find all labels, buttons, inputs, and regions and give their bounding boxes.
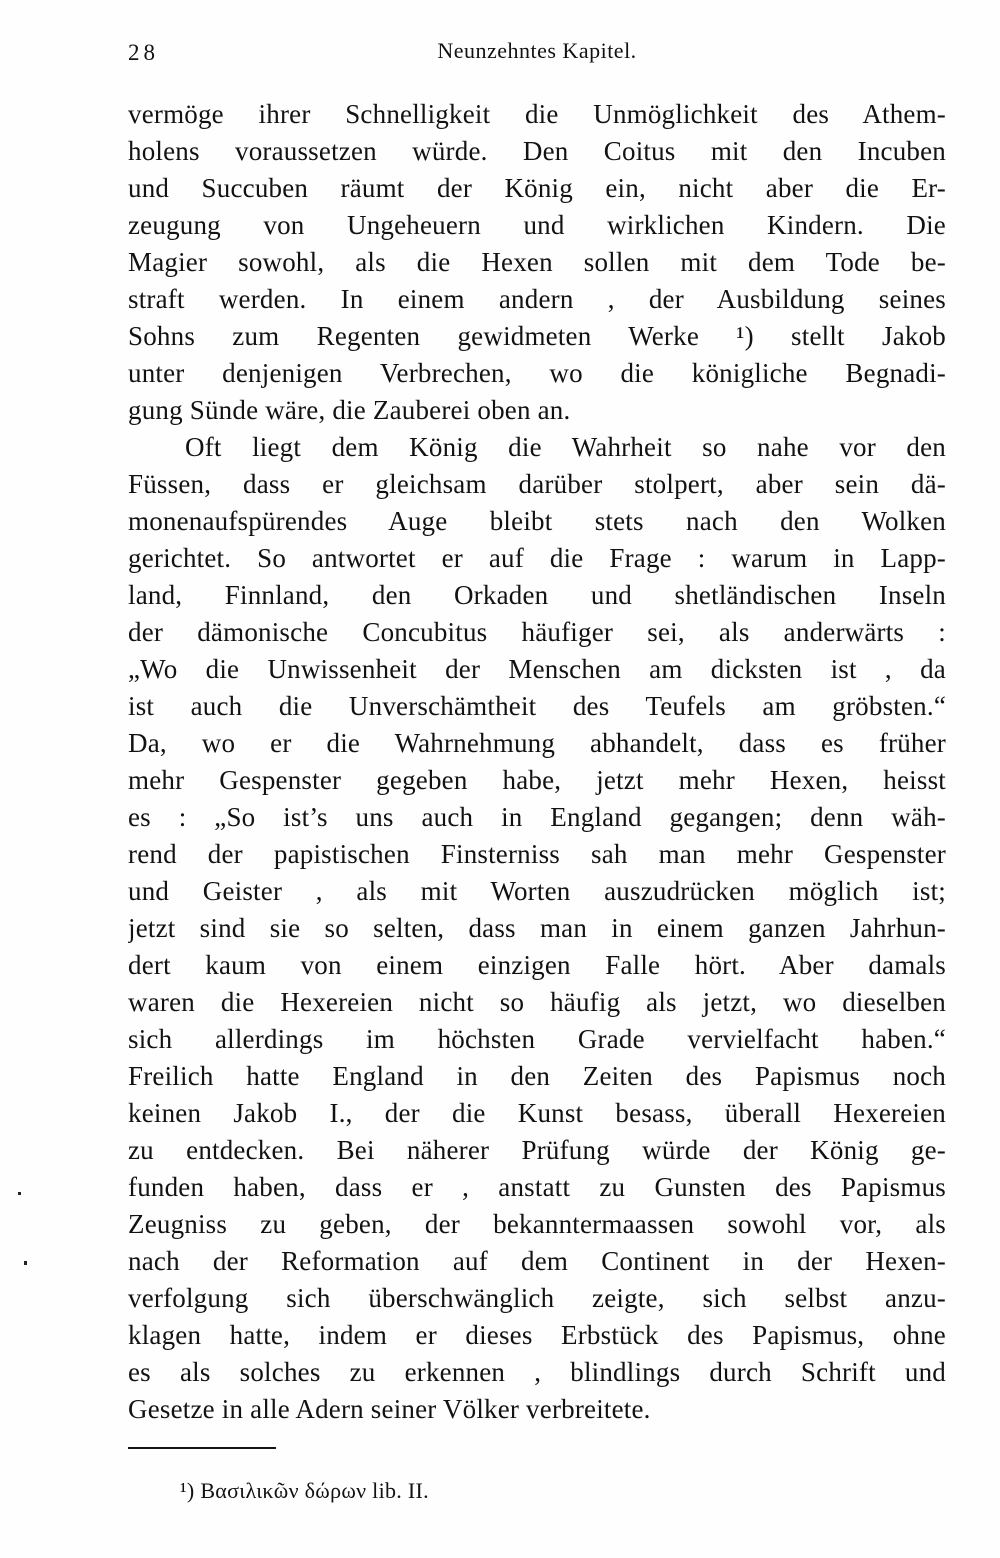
text-line: rend der papistischen Finsterniss sah man mehr Gespenster bbox=[128, 839, 946, 869]
text-line: funden haben, dass er , anstatt zu Gunsten des Papismus bbox=[128, 1172, 946, 1202]
text-line: nach der Reformation auf dem Continent in der Hexen- bbox=[128, 1246, 946, 1276]
text-line: und Succuben räumt der König ein, nicht aber die Er- bbox=[128, 173, 946, 203]
text-line: verfolgung sich überschwänglich zeigte, sich selbst anzu- bbox=[128, 1283, 946, 1313]
text-line: es : „So ist’s uns auch in England gegangen; denn wäh- bbox=[128, 802, 946, 832]
text-line: Füssen, dass er gleichsam darüber stolpert, aber sein dä- bbox=[128, 469, 946, 499]
text-line: holens voraussetzen würde. Den Coitus mit den Incuben bbox=[128, 136, 946, 166]
text-line: land, Finnland, den Orkaden und shetländischen Inseln bbox=[128, 580, 946, 610]
page-header bbox=[128, 38, 946, 68]
body-text bbox=[128, 96, 946, 1428]
text-line: zu entdecken. Bei näherer Prüfung würde der König ge- bbox=[128, 1135, 946, 1165]
text-line: klagen hatte, indem er dieses Erbstück des Papismus, ohne bbox=[128, 1320, 946, 1350]
page-number: 28 bbox=[128, 40, 159, 65]
text-line: straft werden. In einem andern , der Ausbildung seines bbox=[128, 284, 946, 314]
footnote bbox=[180, 1478, 429, 1504]
footnote-text: ¹) Βασιλικῶν δώρων lib. II. bbox=[180, 1478, 429, 1503]
text-line: vermöge ihrer Schnelligkeit die Unmöglichkeit des Athem- bbox=[128, 99, 946, 129]
text-line: jetzt sind sie so selten, dass man in einem ganzen Jahrhun- bbox=[128, 913, 946, 943]
text-line: Freilich hatte England in den Zeiten des Papismus noch bbox=[128, 1061, 946, 1091]
text-line: unter denjenigen Verbrechen, wo die königliche Begnadi- bbox=[128, 358, 946, 388]
running-title: Neunzehntes Kapitel. bbox=[437, 38, 637, 63]
scan-speck bbox=[24, 1261, 27, 1265]
text-line: dert kaum von einem einzigen Falle hört. Aber damals bbox=[128, 950, 946, 980]
text-line: es als solches zu erkennen , blindlings durch Schrift und bbox=[128, 1357, 946, 1387]
footnote-rule bbox=[128, 1447, 276, 1449]
text-line: der dämonische Concubitus häufiger sei, als anderwärts : bbox=[128, 617, 946, 647]
text-line: Sohns zum Regenten gewidmeten Werke ¹) stellt Jakob bbox=[128, 321, 946, 351]
text-line: gerichtet. So antwortet er auf die Frage : warum in Lapp- bbox=[128, 543, 946, 573]
scan-speck bbox=[18, 1192, 21, 1195]
text-line: ist auch die Unverschämtheit des Teufels am gröbsten.“ bbox=[128, 691, 946, 721]
text-line: Gesetze in alle Adern seiner Völker verbreitete. bbox=[128, 1394, 651, 1424]
text-line: Magier sowohl, als die Hexen sollen mit dem Tode be- bbox=[128, 247, 946, 277]
text-line: sich allerdings im höchsten Grade vervielfacht haben.“ bbox=[128, 1024, 946, 1054]
text-line: Oft liegt dem König die Wahrheit so nahe vor den bbox=[185, 432, 946, 462]
text-line: und Geister , als mit Worten auszudrücken möglich ist; bbox=[128, 876, 946, 906]
text-line: waren die Hexereien nicht so häufig als jetzt, wo dieselben bbox=[128, 987, 946, 1017]
text-line: Da, wo er die Wahrnehmung abhandelt, dass es früher bbox=[128, 728, 946, 758]
text-line: monenaufspürendes Auge bleibt stets nach den Wolken bbox=[128, 506, 946, 536]
text-line: Zeugniss zu geben, der bekanntermaassen sowohl vor, als bbox=[128, 1209, 946, 1239]
text-line: keinen Jakob I., der die Kunst besass, überall Hexereien bbox=[128, 1098, 946, 1128]
text-line: „Wo die Unwissenheit der Menschen am dicksten ist , da bbox=[128, 654, 946, 684]
text-line: gung Sünde wäre, die Zauberei oben an. bbox=[128, 395, 571, 425]
text-line: zeugung von Ungeheuern und wirklichen Kindern. Die bbox=[128, 210, 946, 240]
text-line: mehr Gespenster gegeben habe, jetzt mehr Hexen, heisst bbox=[128, 765, 946, 795]
